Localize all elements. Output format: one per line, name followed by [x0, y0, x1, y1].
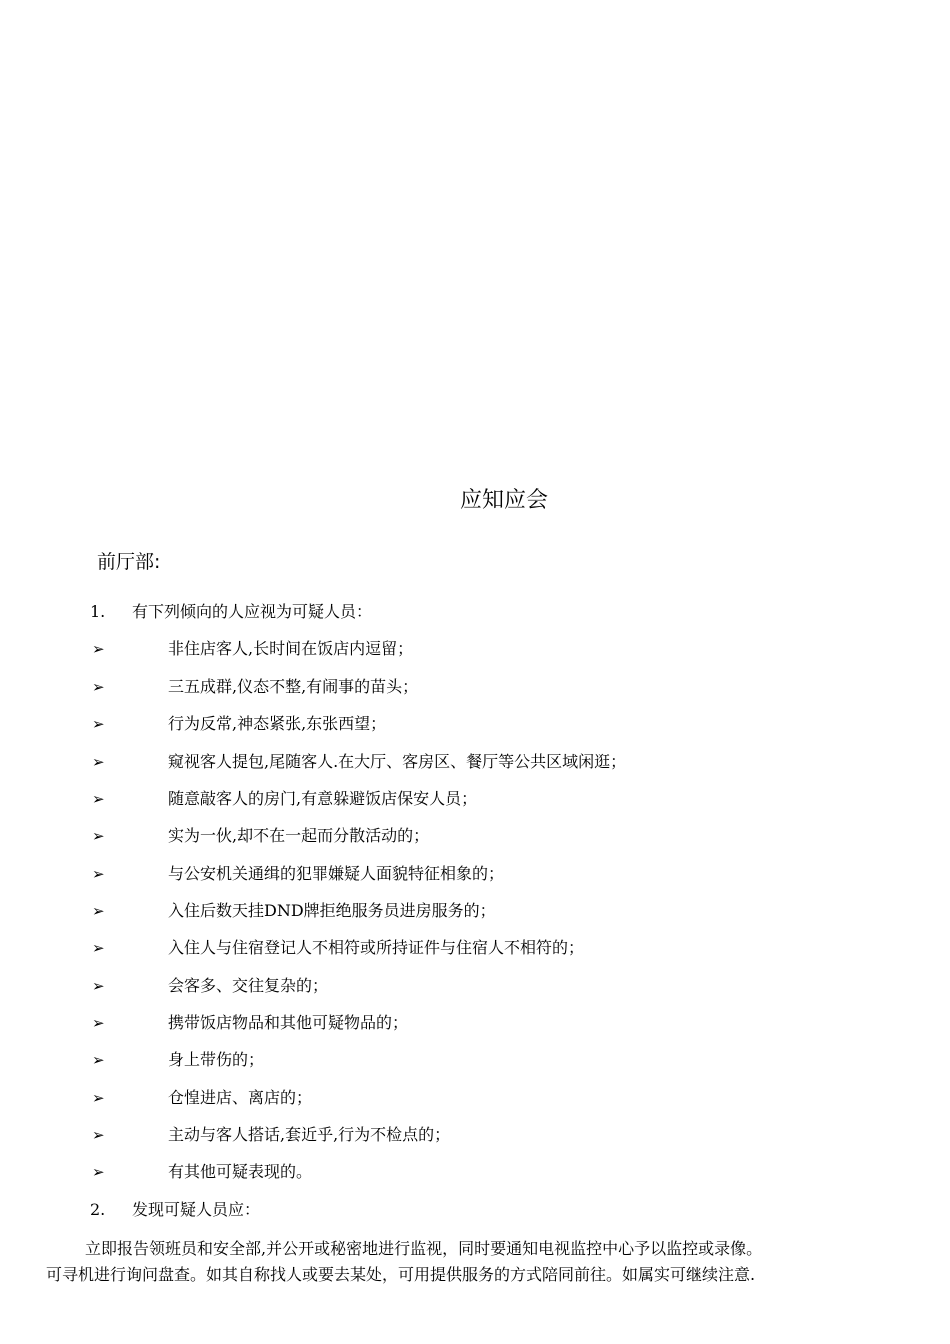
- list-item-text: 入住人与住宿登记人不相符或所持证件与住宿人不相符的；: [168, 938, 585, 957]
- arrow-bullet-icon: ➢: [92, 865, 105, 883]
- arrow-bullet-icon: ➢: [92, 715, 105, 733]
- list-item-text: 仓惶进店、离店的；: [168, 1088, 313, 1107]
- arrow-bullet-icon: ➢: [92, 939, 105, 957]
- section-1-number: 1.: [90, 602, 106, 621]
- arrow-bullet-icon: ➢: [92, 977, 105, 995]
- arrow-bullet-icon: ➢: [92, 902, 105, 920]
- list-item-text: 有其他可疑表现的。: [168, 1162, 313, 1181]
- arrow-bullet-icon: ➢: [92, 753, 105, 771]
- list-item-text: 会客多、交往复杂的；: [168, 976, 329, 995]
- list-item-text: 与公安机关通缉的犯罪嫌疑人面貌特征相象的；: [168, 864, 505, 883]
- arrow-bullet-icon: ➢: [92, 678, 105, 696]
- section-2-number: 2.: [90, 1200, 106, 1219]
- paragraph-line-2: 可寻机进行询问盘查。如其自称找人或要去某处，可用提供服务的方式陪同前往。如属实可继续注意.: [46, 1265, 756, 1284]
- list-item-text: 窥视客人提包,尾随客人.在大厅、客房区、餐厅等公共区域闲逛；: [168, 752, 627, 771]
- arrow-bullet-icon: ➢: [92, 790, 105, 808]
- list-item-text: 入住后数天挂DND牌拒绝服务员进房服务的；: [168, 901, 496, 920]
- section-2-heading: 发现可疑人员应：: [132, 1200, 261, 1219]
- arrow-bullet-icon: ➢: [92, 1051, 105, 1069]
- list-item-text: 携带饭店物品和其他可疑物品的；: [168, 1013, 409, 1032]
- list-item-text: 实为一伙,却不在一起而分散活动的；: [168, 826, 430, 845]
- document-title: 应知应会: [459, 488, 548, 513]
- arrow-bullet-icon: ➢: [92, 827, 105, 845]
- arrow-bullet-icon: ➢: [92, 1126, 105, 1144]
- list-item-text: 主动与客人搭话,套近乎,行为不检点的；: [168, 1125, 451, 1144]
- list-item-text: 身上带伤的；: [168, 1050, 265, 1069]
- list-item-text: 随意敲客人的房门,有意躲避饭店保安人员；: [168, 789, 478, 808]
- arrow-bullet-icon: ➢: [92, 1089, 105, 1107]
- department-heading: 前厅部:: [97, 551, 161, 573]
- list-item-text: 非住店客人,长时间在饭店内逗留；: [168, 639, 414, 658]
- list-item-text: 三五成群,仪态不整,有闹事的苗头；: [168, 677, 419, 696]
- arrow-bullet-icon: ➢: [92, 640, 105, 658]
- arrow-bullet-icon: ➢: [92, 1163, 105, 1181]
- section-1-heading: 有下列倾向的人应视为可疑人员：: [132, 602, 373, 621]
- arrow-bullet-icon: ➢: [92, 1014, 105, 1032]
- list-item-text: 行为反常,神态紧张,东张西望；: [168, 714, 387, 733]
- paragraph-line-1: 立即报告领班员和安全部,并公开或秘密地进行监视，同时要通知电视监控中心予以监控或录像。: [85, 1239, 763, 1258]
